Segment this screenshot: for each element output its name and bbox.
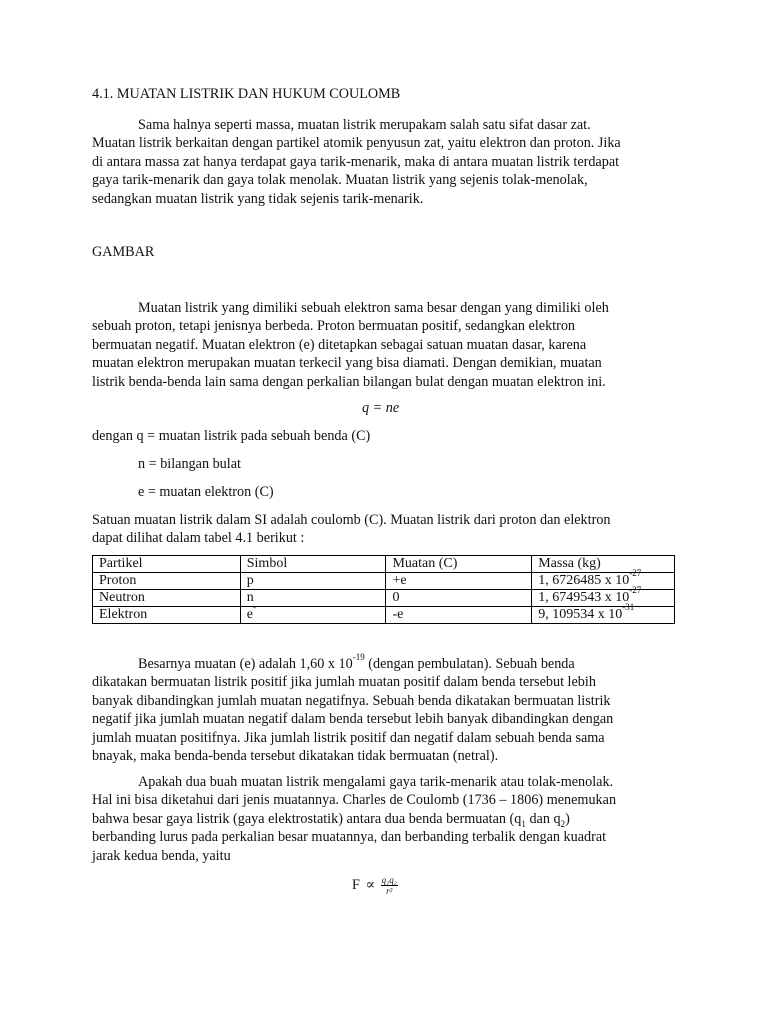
paragraph-line: Apakah dua buah muatan listrik mengalami gaya tarik-menarik atau tolak-menolak. bbox=[138, 774, 614, 790]
paragraph-line: gaya tarik-menarik dan gaya tolak menolak. Muatan listrik yang sejenis tolak-menolak, bbox=[92, 172, 588, 189]
formula-fraction bbox=[381, 875, 398, 896]
paragraph-line: Sama halnya seperti massa, muatan listrik merupakam salah satu sifat dasar zat. bbox=[138, 117, 591, 133]
definition-e: e = muatan elektron (C) bbox=[138, 484, 274, 500]
paragraph-line: Hal ini bisa diketahui dari jenis muatannya. Charles de Coulomb (1736 – 1806) menemukan bbox=[92, 792, 617, 809]
table-cell: Proton bbox=[93, 573, 241, 590]
paragraph-line: negatif jika jumlah muatan negatif dalam benda tersebut lebih banyak dibandingkan dengan bbox=[92, 711, 614, 728]
table-row bbox=[93, 607, 675, 624]
formula-coulomb-law bbox=[352, 875, 398, 896]
paragraph-line: di antara massa zat hanya terdapat gaya tarik-menarik, maka di antara muatan listrik terdapat bbox=[92, 153, 620, 170]
text-run: (dengan pembulatan). Sebuah benda bbox=[364, 656, 575, 672]
paragraph-line bbox=[92, 652, 682, 673]
mass-exponent: -31 bbox=[622, 602, 635, 613]
paragraph-line: Muatan listrik berkaitan dengan partikel atomik penyusun zat, yaitu elektron dan proton. Jika bbox=[92, 135, 621, 152]
mass-value: 1, 6726485 x 10 bbox=[538, 573, 630, 588]
mass-value: 1, 6749543 x 10 bbox=[538, 590, 630, 605]
paragraph-line: Satuan muatan listrik dalam SI adalah coulomb (C). Muatan listrik dari proton dan elektron bbox=[92, 512, 611, 528]
paragraph-line: Muatan listrik yang dimiliki sebuah elektron sama besar dengan yang dimiliki oleh bbox=[138, 300, 609, 316]
table-cell: +e bbox=[386, 573, 532, 590]
formula-lhs: F bbox=[352, 876, 360, 893]
mass-exponent: -27 bbox=[629, 585, 642, 596]
paragraph-line: bermuatan negatif. Muatan elektron (e) ditetapkan sebagai satuan muatan dasar, karena bbox=[92, 336, 587, 353]
symbol-text: n bbox=[246, 590, 254, 605]
table-header-row bbox=[93, 556, 675, 573]
paragraph-line: jumlah muatan positifnya. Jika jumlah listrik positif dan negatif dalam sebuah benda sama bbox=[92, 729, 605, 746]
table-cell: Elektron bbox=[93, 607, 241, 624]
paragraph-line bbox=[92, 810, 682, 828]
section-heading: 4.1. MUATAN LISTRIK DAN HUKUM COULOMB bbox=[92, 86, 401, 102]
mass-exponent: -27 bbox=[629, 568, 642, 579]
paragraph-line: sedangkan muatan listrik yang tidak sejenis tarik-menarik. bbox=[92, 190, 424, 207]
table-header-cell: Massa (kg) bbox=[532, 556, 675, 573]
paragraph-line: bnayak, maka benda-benda tersebut dikatakan tidak bermuatan (netral). bbox=[92, 748, 499, 765]
paragraph-intro bbox=[92, 116, 682, 208]
symbol-text: p bbox=[246, 573, 254, 588]
paragraph-charge-value bbox=[92, 652, 682, 765]
text-run: ) bbox=[565, 810, 570, 827]
table-cell bbox=[240, 602, 386, 624]
table-cell bbox=[532, 602, 675, 624]
text-run: dan q bbox=[525, 810, 561, 827]
subscript: 1 bbox=[521, 818, 526, 829]
definition-n: n = bilangan bulat bbox=[138, 456, 241, 472]
paragraph-electron-charge bbox=[92, 299, 682, 391]
table-cell: 0 bbox=[386, 590, 532, 607]
paragraph-si-unit bbox=[92, 511, 682, 548]
table-cell bbox=[240, 590, 386, 607]
paragraph-line: banyak dibandingkan jumlah muatan negatifnya. Sebuah benda dikatakan bermuatan listrik bbox=[92, 692, 611, 709]
paragraph-coulomb bbox=[92, 773, 682, 865]
fraction-denominator: r² bbox=[386, 886, 393, 896]
table-row bbox=[93, 590, 675, 607]
paragraph-line: dikatakan bermuatan listrik positif jika jumlah muatan positif dalam benda tersebut lebih bbox=[92, 674, 596, 691]
table-cell: -e bbox=[386, 607, 532, 624]
table-row bbox=[93, 573, 675, 590]
paragraph-line: berbanding lurus pada perkalian besar muatannya, dan berbanding terbalik dengan kuadrat bbox=[92, 829, 607, 846]
table-header-cell: Simbol bbox=[240, 556, 386, 573]
table-cell bbox=[532, 568, 675, 590]
figure-placeholder: GAMBAR bbox=[92, 244, 155, 260]
paragraph-line: listrik benda-benda lain sama dengan perkalian bilangan bulat dengan muatan elektron ini. bbox=[92, 373, 606, 390]
definition-q: dengan q = muatan listrik pada sebuah benda (C) bbox=[92, 428, 371, 444]
paragraph-line: jarak kedua benda, yaitu bbox=[92, 847, 231, 864]
paragraph-line: muatan elektron merupakan muatan terkecil yang bisa diamati. Dengan demikian, muatan bbox=[92, 355, 602, 372]
subscript: 2 bbox=[560, 818, 566, 829]
table-cell bbox=[240, 573, 386, 590]
particle-table bbox=[92, 555, 675, 624]
table-cell: Neutron bbox=[93, 590, 241, 607]
table-cell bbox=[532, 585, 675, 607]
proportional-symbol: ∝ bbox=[365, 876, 376, 893]
table-header-cell: Partikel bbox=[93, 556, 241, 573]
paragraph-line: dapat dilihat dalam tabel 4.1 berikut : bbox=[92, 530, 305, 547]
mass-value: 9, 109534 x 10 bbox=[538, 607, 623, 622]
symbol-text: e bbox=[246, 607, 253, 622]
table-header-cell: Muatan (C) bbox=[386, 556, 532, 573]
exponent: -19 bbox=[352, 652, 365, 663]
symbol-superscript: - bbox=[252, 602, 256, 613]
text-run: Besarnya muatan (e) adalah 1,60 x 10 bbox=[138, 656, 353, 672]
paragraph-line: sebuah proton, tetapi jenisnya berbeda. Proton bermuatan positif, sedangkan elektron bbox=[92, 318, 576, 335]
fraction-numerator: q₁q₂ bbox=[381, 875, 397, 885]
formula-q-equals-ne: q = ne bbox=[362, 400, 400, 416]
text-run: bahwa besar gaya listrik (gaya elektrostatik) antara dua benda bermuatan (q bbox=[92, 810, 522, 827]
